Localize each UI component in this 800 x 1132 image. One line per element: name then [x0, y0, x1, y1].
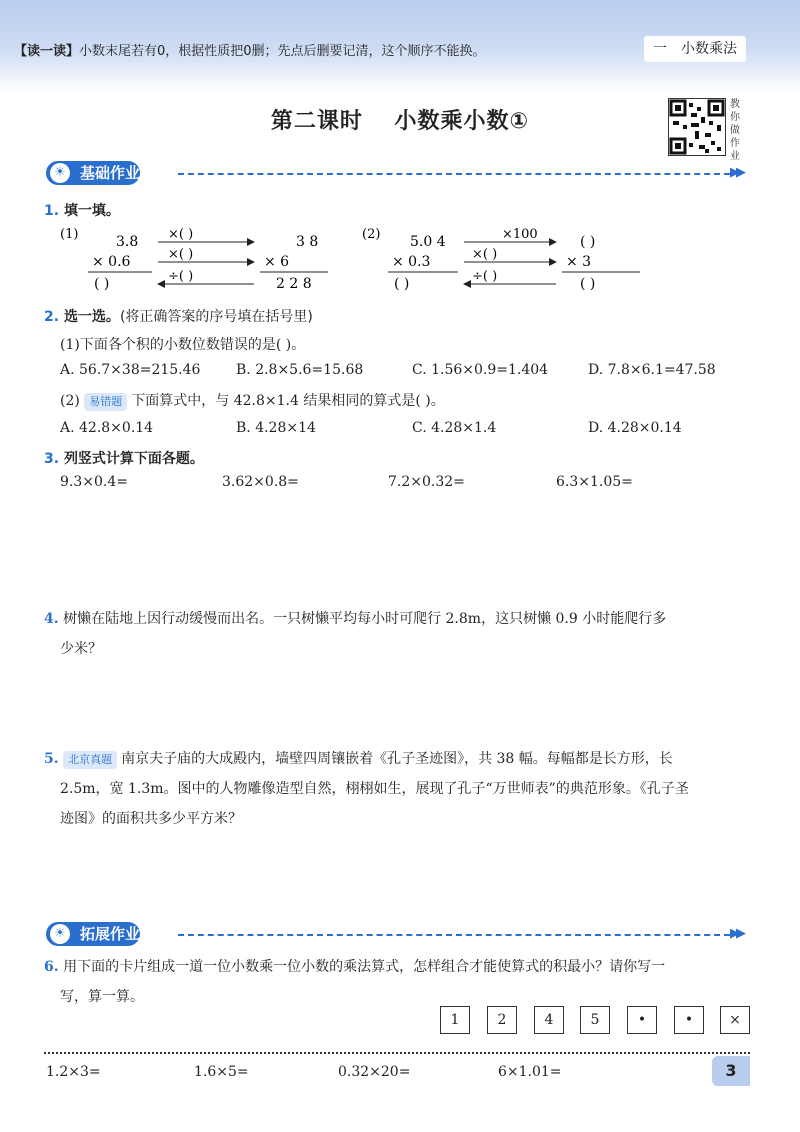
q2-title [44, 306, 313, 326]
q3-item-4: 6.3×1.05= [556, 474, 633, 490]
oral-calc-3: 0.32×20= [338, 1064, 411, 1080]
q2-s1-option-c[interactable]: C. 1.56×0.9=1.404 [412, 362, 549, 378]
section-divider [178, 934, 730, 936]
number-card: 2 [487, 1006, 517, 1034]
qr-code-icon[interactable] [668, 98, 726, 156]
bottom-divider [44, 1052, 750, 1054]
tip-text: 小数末尾若有0，根据性质把0删；先点后删要记清，这个顺序不能换。 [79, 44, 486, 59]
oral-calc-4: 6×1.01= [498, 1064, 562, 1080]
q4-number: 4. [44, 611, 59, 627]
q1-p2-arrow3-label: ÷( ) [472, 269, 498, 284]
q2-title-text: 选一选。 [63, 309, 120, 325]
q1-title [44, 200, 120, 220]
q1-p2-arrow2-label: ×( ) [472, 247, 498, 262]
lightbulb-icon: ☀ [50, 163, 70, 183]
q1-p2-left-top: 5.0 4 [410, 234, 446, 250]
double-arrow-icon: ▶▶ [730, 926, 742, 941]
q2-title-note: (将正确答案的序号填在括号里) [119, 309, 313, 325]
section-divider [178, 173, 730, 175]
q1-p2-right-result: ( ) [580, 276, 596, 292]
q3-title-text: 列竖式计算下面各题。 [63, 451, 204, 467]
q1-p2-right-top: ( ) [580, 234, 596, 250]
lesson-title: 第二课时 小数乘小数① [270, 109, 530, 134]
q1-p1-left-mult: × 0.6 [92, 254, 131, 270]
q1-p1-right-top: 3 8 [296, 234, 319, 250]
q2-s2-option-b[interactable]: B. 4.28×14 [236, 420, 316, 436]
q2-s2-text: 下面算式中，与 42.8×1.4 结果相同的算式是( )。 [131, 393, 445, 409]
q2-s2-option-d[interactable]: D. 4.28×0.14 [588, 420, 682, 436]
q2-s2-prefix: (2) [60, 393, 80, 409]
q3-number: 3. [44, 451, 60, 467]
q1-p1-left-result: ( ) [94, 276, 110, 292]
q2-s1-option-a[interactable]: A. 56.7×38=215.46 [60, 362, 201, 378]
q6-question [44, 952, 756, 1012]
section-basic-label: 基础作业 [80, 164, 141, 182]
q2-s2-question [60, 390, 445, 411]
q1-p1-arrow3-label: ÷( ) [168, 269, 194, 284]
q1-p2-right-mult: × 3 [566, 254, 592, 270]
q6-line-2: 写，算一算。 [60, 989, 144, 1005]
dot-card: • [674, 1006, 704, 1034]
q5-question [44, 744, 756, 834]
section-extended-label: 拓展作业 [80, 925, 141, 943]
q2-s1-question: (1)下面各个积的小数位数错误的是( )。 [60, 337, 306, 353]
q5-line-3: 迹图》的面积共多少平方米？ [60, 811, 242, 827]
q1-diagram [40, 220, 740, 300]
q3-item-1: 9.3×0.4= [60, 474, 128, 490]
q1-title-text: 填一填。 [63, 203, 120, 219]
q1-p1-arrow2-label: ×( ) [168, 247, 194, 262]
q1-p2-arrow1-label: ×100 [502, 227, 538, 242]
q1-p1-right-mult: × 6 [264, 254, 290, 270]
tip-label: 【读一读】 [14, 44, 80, 59]
q4-line-2: 少米？ [60, 641, 102, 657]
double-arrow-icon: ▶▶ [730, 165, 742, 180]
q2-s1-option-d[interactable]: D. 7.8×6.1=47.58 [588, 362, 716, 378]
q6-number: 6. [44, 959, 59, 975]
q3-title [44, 448, 204, 468]
q1-number: 1. [44, 203, 60, 219]
q5-line-2: 2.5m，宽 1.3m。图中的人物雕像造型自然，栩栩如生，展现了孔子“万世师表”的典范形象。《孔子圣 [60, 781, 689, 797]
lightbulb-icon: ☀ [50, 924, 70, 944]
q5-line-1: 南京夫子庙的大成殿内，墙壁四周镶嵌着《孔子圣迹图》，共 38 幅。每幅都是长方形，长 [121, 751, 673, 767]
q6-line-1: 用下面的卡片组成一道一位小数乘一位小数的乘法算式，怎样组合才能使算式的积最小？请你写一 [63, 959, 666, 975]
q1-p2-left-result: ( ) [394, 276, 410, 292]
oral-calc-1: 1.2×3= [46, 1064, 101, 1080]
q4-question [44, 604, 756, 664]
number-card: 5 [580, 1006, 610, 1034]
section-banner-basic [46, 161, 140, 185]
q1-p1-arrow1-label: ×( ) [168, 227, 194, 242]
q1-p1-left-top: 3.8 [116, 234, 139, 250]
number-card: 1 [440, 1006, 470, 1034]
qr-label: 教你做作业 [730, 99, 740, 162]
q2-s1-option-b[interactable]: B. 2.8×5.6=15.68 [236, 362, 364, 378]
section-banner-extended [46, 922, 140, 946]
oral-calc-2: 1.6×5= [194, 1064, 249, 1080]
reading-tip [14, 40, 486, 59]
unit-tab: 一 小数乘法 [644, 36, 746, 62]
q1-p1-label: (1) [60, 227, 79, 242]
q1-p2-label: (2) [362, 227, 381, 242]
q2-s2-tag: 易错题 [84, 393, 127, 411]
dot-card: • [627, 1006, 657, 1034]
page-number: 3 [712, 1056, 750, 1086]
q4-line-1: 树懒在陆地上因行动缓慢而出名。一只树懒平均每小时可爬行 2.8m，这只树懒 0.9 小时能爬行多 [63, 611, 667, 627]
q5-tag: 北京真题 [63, 751, 117, 769]
q3-item-2: 3.62×0.8= [222, 474, 299, 490]
number-card: 4 [534, 1006, 564, 1034]
q1-p2-left-mult: × 0.3 [392, 254, 431, 270]
multiply-card: × [720, 1006, 750, 1034]
q2-s2-option-c[interactable]: C. 4.28×1.4 [412, 420, 497, 436]
q1-p1-right-result: 2 2 8 [276, 276, 312, 292]
q3-item-3: 7.2×0.32= [388, 474, 465, 490]
q5-number: 5. [44, 751, 59, 767]
q2-s2-option-a[interactable]: A. 42.8×0.14 [60, 420, 154, 436]
q2-number: 2. [44, 309, 60, 325]
